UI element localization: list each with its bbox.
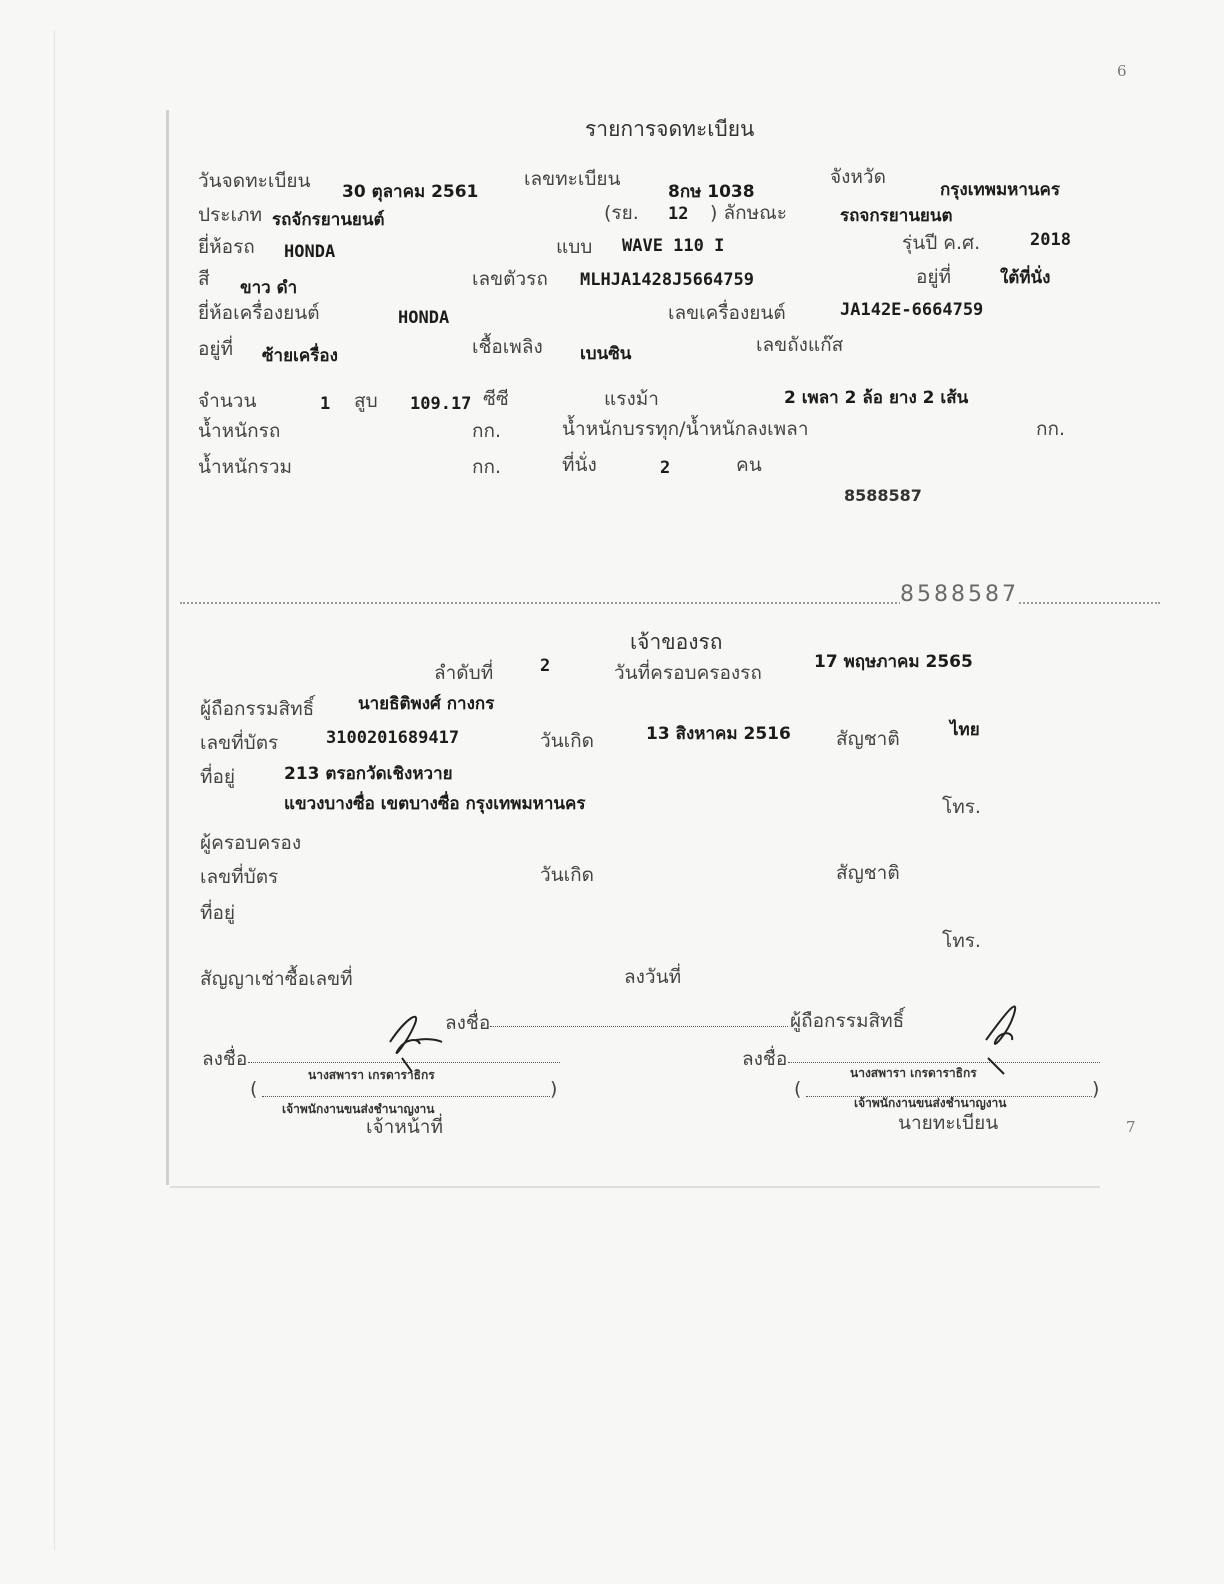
color-label: สี <box>198 268 210 290</box>
model-value: WAVE 110 I <box>622 236 725 256</box>
page-left-border <box>166 110 169 1185</box>
kg-unit-2: กก. <box>1036 418 1066 440</box>
left-signer-name: นางสพารา เกรดาราธิกร <box>308 1068 435 1082</box>
possessor-nationality-label: สัญชาติ <box>836 862 900 884</box>
cc-value: 109.17 <box>410 394 472 414</box>
engine-number-label: เลขเครื่องยนต์ <box>668 302 786 324</box>
left-paren-close: ) <box>550 1078 558 1100</box>
possessor-tel-label: โทร. <box>942 930 981 952</box>
year-label: รุ่นปี ค.ศ. <box>902 232 981 254</box>
type-label: ประเภท <box>198 204 263 226</box>
kg-unit-3: กก. <box>472 456 502 478</box>
ry-open: (รย. <box>604 202 639 224</box>
cc-label: ซีซี <box>483 388 509 410</box>
possessor-label: ผู้ครอบครอง <box>200 832 302 854</box>
owner-id-label: เลขที่บัตร <box>200 732 279 754</box>
brand-value: HONDA <box>284 242 336 262</box>
horsepower-label: แรงม้า <box>604 388 659 410</box>
owner-address-line1: 213 ตรอกวัดเชิงหวาย <box>284 764 453 784</box>
count-label: จำนวน <box>198 390 257 412</box>
ry-close-style-label: ) ลักษณะ <box>710 202 787 224</box>
gas-tank-label: เลขถังแก๊ส <box>756 334 844 356</box>
count-value: 1 <box>320 394 331 414</box>
plate-value: 8กษ 1038 <box>668 182 755 202</box>
model-label: แบบ <box>556 236 593 258</box>
reg-date-label: วันจดทะเบียน <box>198 170 311 192</box>
left-paren-open: ( <box>250 1078 258 1100</box>
left-handwritten-signature <box>376 998 456 1078</box>
owner-address-line2: แขวงบางซื่อ เขตบางซื่อ กรุงเทพมหานคร <box>284 794 586 814</box>
right-sign-label: ลงชื่อ <box>742 1048 788 1070</box>
seats-label: ที่นั่ง <box>562 454 597 476</box>
engine-brand-value: HONDA <box>398 308 450 328</box>
left-signer-position: เจ้าพนักงานขนส่งชำนาญงาน <box>282 1102 435 1116</box>
ry-value: 12 <box>668 204 689 224</box>
type-value: รถจักรยานยนต์ <box>272 210 385 230</box>
page-number-bottom: 7 <box>1126 1118 1136 1136</box>
owner-nationality-label: สัญชาติ <box>836 728 900 750</box>
vin-location-value: ใต้ที่นั่ง <box>1000 268 1051 288</box>
province-label: จังหวัด <box>830 166 886 188</box>
fuel-label: เชื้อเพลิง <box>472 336 543 358</box>
vin-label: เลขตัวรถ <box>472 268 548 290</box>
province-value: กรุงเทพมหานคร <box>940 180 1061 200</box>
scan-edge-line <box>54 30 55 1550</box>
possession-date-label: วันที่ครอบครองรถ <box>614 662 762 684</box>
left-sign-label: ลงชื่อ <box>202 1048 248 1070</box>
style-value: รถจกรยานยนต <box>840 206 953 226</box>
right-signer-position: เจ้าพนักงานขนส่งชำนาญงาน <box>854 1096 1007 1110</box>
vehicle-weight-label: น้ำหนักรถ <box>198 420 281 442</box>
fuel-value: เบนซิน <box>580 344 632 364</box>
possessor-id-label: เลขที่บัตร <box>200 866 279 888</box>
engine-number-value: JA142E-6664759 <box>840 300 984 320</box>
contract-date-label: ลงวันที่ <box>624 966 682 988</box>
reg-date-value: 30 ตุลาคม 2561 <box>342 182 479 202</box>
color-value: ขาว ดำ <box>240 278 298 298</box>
possessor-dob-label: วันเกิด <box>540 864 594 886</box>
page-number-top: 6 <box>1117 62 1127 80</box>
registration-title: รายการจดทะเบียน <box>585 117 755 141</box>
owner-title: เจ้าของรถ <box>630 630 723 654</box>
kg-unit-1: กก. <box>472 420 502 442</box>
owner-dob-value: 13 สิงหาคม 2516 <box>646 724 791 744</box>
contract-number-label: สัญญาเช่าซื้อเลขที่ <box>200 968 353 990</box>
right-signer-name: นางสพารา เกรดาราธิกร <box>850 1066 977 1080</box>
sequence-value: 2 <box>540 656 551 676</box>
owner-dob-label: วันเกิด <box>540 730 594 752</box>
left-paren-line <box>262 1096 550 1097</box>
right-signer-role: นายทะเบียน <box>898 1112 999 1134</box>
owner-sign-role: ผู้ถือกรรมสิทธิ์ <box>790 1010 905 1032</box>
left-signer-role: เจ้าหน้าที่ <box>366 1116 444 1138</box>
owner-sign-label: ลงชื่อ <box>445 1012 491 1034</box>
right-handwritten-signature <box>968 988 1048 1078</box>
year-value: 2018 <box>1030 230 1071 250</box>
possessor-address-label: ที่อยู่ <box>200 902 236 924</box>
serial-number: 8588587 <box>844 486 922 505</box>
axle-value: 2 เพลา 2 ล้อ ยาง 2 เส้น <box>784 388 969 408</box>
owner-nationality-value: ไทย <box>950 720 980 740</box>
seats-unit: คน <box>736 454 762 476</box>
brand-label: ยี่ห้อรถ <box>198 236 255 258</box>
page-bottom-border <box>170 1186 1100 1188</box>
right-paren-open: ( <box>794 1078 802 1100</box>
engine-brand-label: ยี่ห้อเครื่องยนต์ <box>198 302 320 324</box>
load-weight-label: น้ำหนักบรรทุก/น้ำหนักลงเพลา <box>562 418 809 440</box>
total-weight-label: น้ำหนักรวม <box>198 456 293 478</box>
engine-location-value: ซ้ายเครื่อง <box>262 346 338 366</box>
owner-tel-label: โทร. <box>942 796 981 818</box>
seats-value: 2 <box>660 458 671 478</box>
holder-value: นายธิติพงศ์ กางกร <box>358 694 495 714</box>
owner-address-label: ที่อยู่ <box>200 766 236 788</box>
vin-location-label: อยู่ที่ <box>916 266 952 288</box>
sequence-label: ลำดับที่ <box>434 662 494 684</box>
engine-location-label: อยู่ที่ <box>198 338 234 360</box>
plate-label: เลขทะเบียน <box>524 168 621 190</box>
right-paren-close: ) <box>1092 1078 1100 1100</box>
owner-sign-line <box>490 1026 788 1027</box>
serial-stamp: 8588587 <box>900 582 1019 604</box>
owner-id-value: 3100201689417 <box>326 728 460 748</box>
vin-value: MLHJA1428J5664759 <box>580 270 754 290</box>
cylinder-label: สูบ <box>354 390 378 412</box>
possession-date-value: 17 พฤษภาคม 2565 <box>814 652 973 672</box>
holder-label: ผู้ถือกรรมสิทธิ์ <box>200 698 315 720</box>
right-sign-line <box>788 1062 1100 1063</box>
